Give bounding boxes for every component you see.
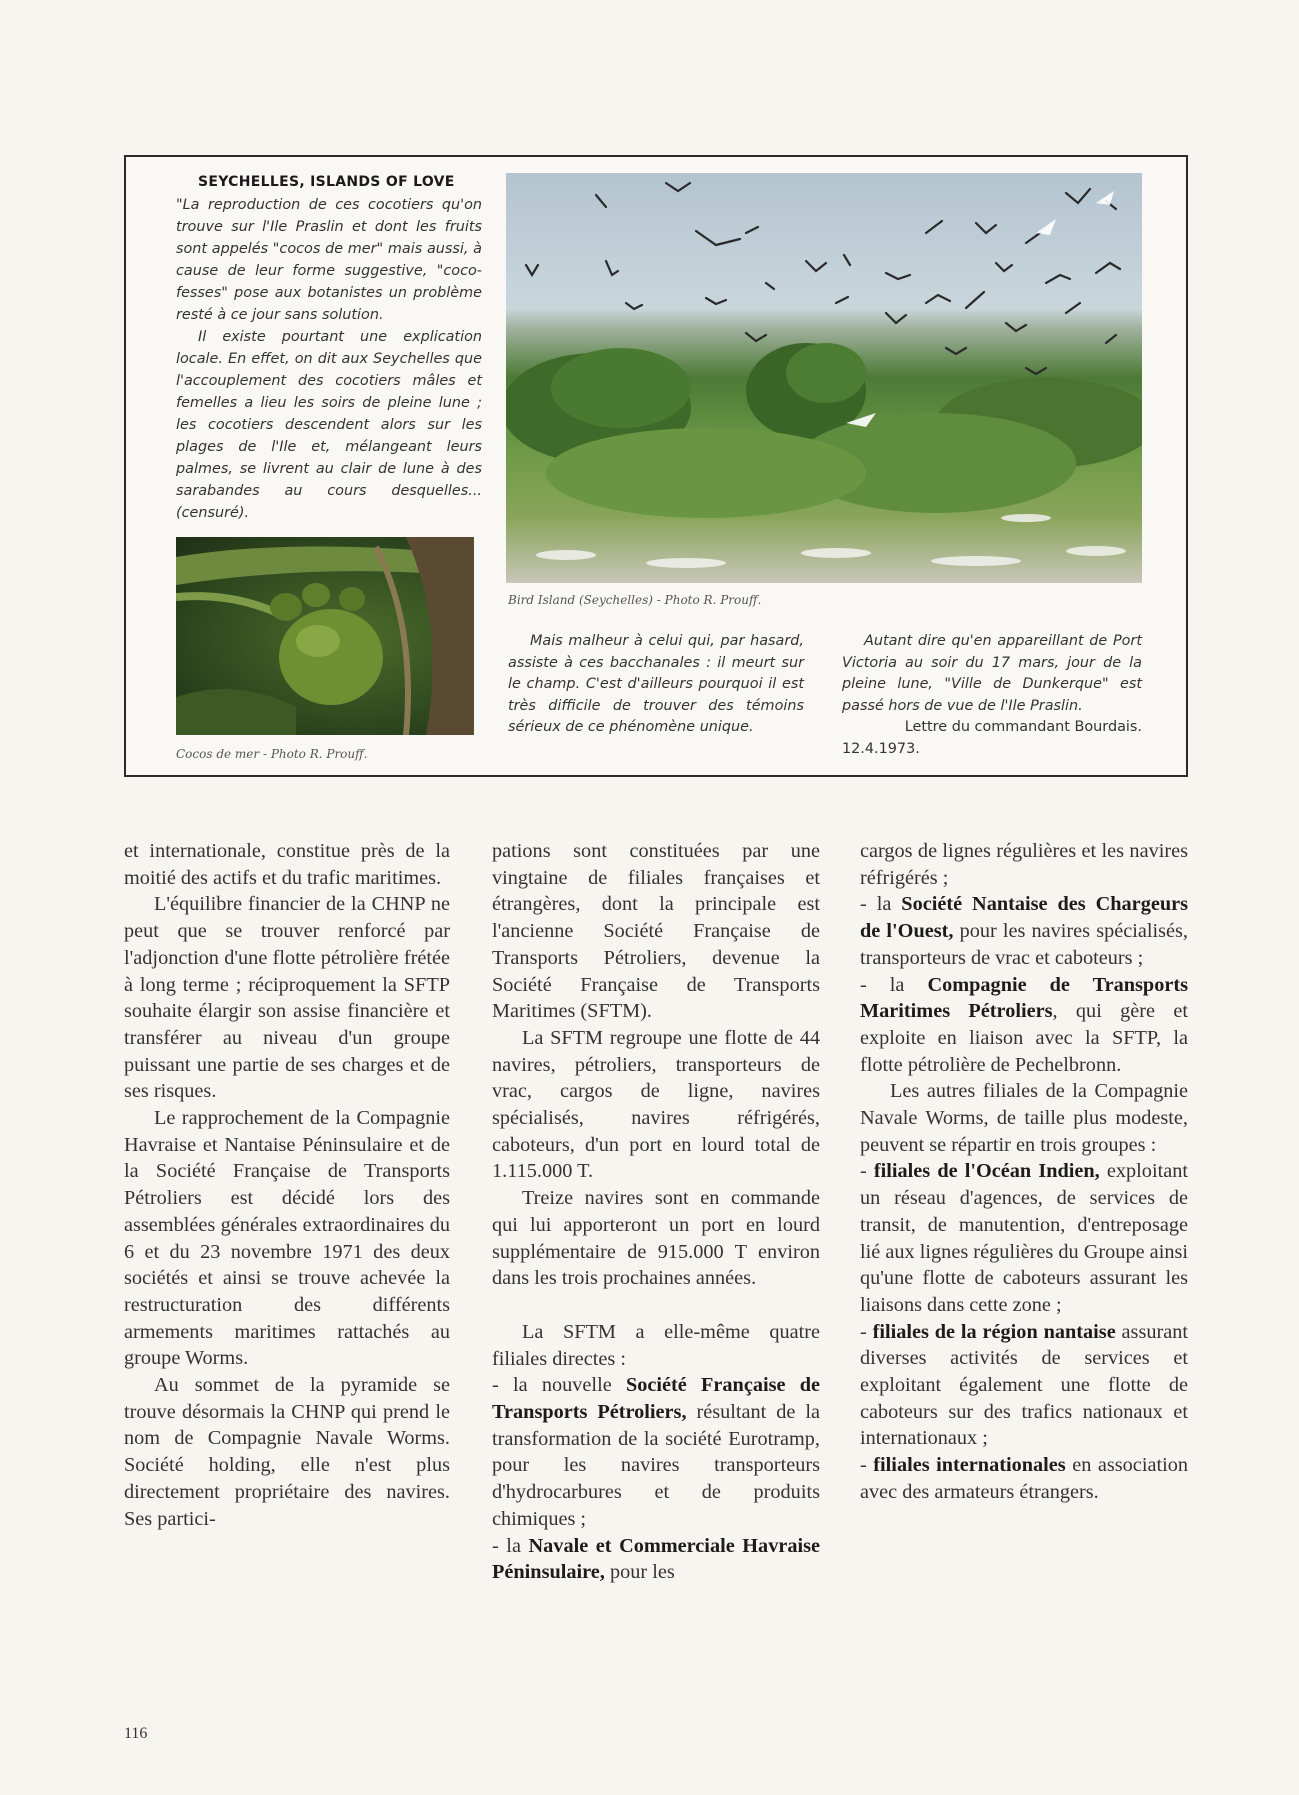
letter-date: 12.4.1973. xyxy=(842,740,920,757)
letter-signature: Lettre du commandant Bourdais. xyxy=(904,719,1142,735)
sidebar-paragraph: Autant dire qu'en appareillant de Port Victoria au soir du 17 mars, jour de la pleine lune, "Ville de Dunkerque" est passé hors de vue de l'Ile Praslin. xyxy=(842,633,1142,714)
list-item-text: résultant de la transformation de la société Eurotramp, pour les navires transporteurs d'hydrocarbures et de produits chimiques ; xyxy=(492,1401,820,1530)
paragraph: L'équilibre financier de la CHNP ne peut que se trouver renforcé par l'adjonction d'une flotte pétrolière frétée à long terme ; réciproquement la SFTP souhaite élargir son assise financière et transférer au niveau d'un groupe puissant une partie de ses charges et de ses risques. xyxy=(124,893,450,1103)
list-item-text: pour les navires spécialisés, transporteurs de vrac et caboteurs ; xyxy=(860,920,1188,969)
list-item-prefix: - xyxy=(860,1454,874,1477)
sidebar-paragraph: Il existe pourtant une explication locale. En effet, on dit aux Seychelles que l'accouplement des cocotiers mâles et femelles a lieu les soirs de pleine lune ; les cocotiers descendent alors sur les plages de l'Ile et, mélangeant leurs palmes, se livrent au clair de lune à des sarabandes au cours desquelles... (censuré). xyxy=(176,329,482,521)
list-item-text: , qui gère et exploite en liaison avec la SFTP, la flotte pétrolière de Pechelbronn. xyxy=(860,1000,1188,1076)
photo-caption: Cocos de mer - Photo R. Prouff. xyxy=(176,747,368,761)
company-name: Compagnie de Transports Maritimes Pétroliers xyxy=(860,973,1188,1023)
text-column-1 xyxy=(124,838,450,1532)
list-item-prefix: - la xyxy=(860,973,928,996)
paragraph: Les autres filiales de la Compagnie Navale Worms, de taille plus modeste, peuvent se répartir en trois groupes : xyxy=(860,1080,1188,1156)
text-column-2 xyxy=(492,838,820,1586)
group-name: filiales de la région nantaise xyxy=(872,1320,1116,1343)
list-item xyxy=(860,891,1188,971)
list-item xyxy=(860,1158,1188,1318)
photo-caption: Bird Island (Seychelles) - Photo R. Prouff. xyxy=(508,593,762,607)
paragraph: La SFTM regroupe une flotte de 44 navires, pétroliers, transporteurs de vrac, cargos de ligne, navires spécialisés, navires réfrigérés, caboteurs, d'un port en lourd total de 1.115.000 T. xyxy=(492,1026,820,1183)
sidebar-paragraph: Mais malheur à celui qui, par hasard, assiste à ces bacchanales : il meurt sur le champ. C'est d'ailleurs pourquoi il est très difficile de trouver des témoins sérieux de ce phénomène unique. xyxy=(508,633,804,735)
sidebar-column xyxy=(842,631,1142,760)
list-item-text: assurant diverses activités de services et exploitant également une flotte de caboteurs sur des trafics nationaux et internationaux ; xyxy=(860,1320,1189,1450)
list-item-prefix: - la nouvelle xyxy=(492,1374,626,1397)
paragraph: et internationale, constitue près de la moitié des actifs et du trafic maritimes. xyxy=(124,840,450,889)
text-column-3 xyxy=(860,838,1188,1506)
list-item-text: exploitant un réseau d'agences, de services de transit, de manutention, d'entreposage lié aux lignes régulières du Groupe ainsi qu'une flotte de caboteurs assurant les liaisons dans cette zone ; xyxy=(860,1160,1188,1316)
list-item xyxy=(492,1533,820,1586)
sidebar-paragraph: "La reproduction de ces cocotiers qu'on trouve sur l'Ile Praslin et dont les fruits sont appelés "cocos de mer" mais aussi, à cause de leur forme suggestive, "coco-fesses" pose aux botanistes un problème resté à ce jour sans solution. xyxy=(176,197,482,323)
list-item xyxy=(860,972,1188,1079)
paragraph: pations sont constituées par une vingtaine de filiales françaises et étrangères, dont la principale est l'ancienne Société Française de Transports Pétroliers, devenue la Société Française de Transports Maritimes (SFTM). xyxy=(492,840,820,1023)
page-number: 116 xyxy=(124,1725,148,1742)
paragraph: La SFTM a elle-même quatre filiales directes : xyxy=(492,1320,820,1370)
sidebar-text xyxy=(176,171,482,524)
paragraph: Treize navires sont en commande qui lui apporteront un port en lourd supplémentaire de 915.000 T environ dans les trois prochaines années. xyxy=(492,1187,820,1290)
list-item-prefix: - la xyxy=(860,893,902,916)
company-name: Navale et Commerciale Havraise Péninsulaire, xyxy=(492,1534,821,1584)
cocos-de-mer-photo xyxy=(176,537,474,735)
sidebar-box xyxy=(124,155,1188,777)
list-item-prefix: - xyxy=(860,1160,874,1183)
group-name: filiales internationales xyxy=(873,1454,1066,1477)
paragraph: cargos de lignes régulières et les navires réfrigérés ; xyxy=(860,840,1188,889)
group-name: filiales de l'Océan Indien, xyxy=(873,1160,1100,1183)
company-name: Société Française de Transports Pétroliers, xyxy=(492,1374,821,1424)
bird-island-photo xyxy=(506,173,1142,583)
list-item-prefix: - la xyxy=(492,1534,529,1557)
list-item xyxy=(860,1452,1188,1505)
paragraph: Au sommet de la pyramide se trouve désormais la CHNP qui prend le nom de Compagnie Navale Worms. Société holding, elle n'est plus directement propriétaire des navires. Ses partici- xyxy=(124,1374,450,1530)
list-item-text: pour les xyxy=(604,1561,675,1584)
list-item xyxy=(860,1319,1188,1453)
sidebar-title: SEYCHELLES, ISLANDS OF LOVE xyxy=(198,174,455,190)
company-name: Société Nantaise des Chargeurs de l'Ouest, xyxy=(860,893,1189,943)
list-item-text: en association avec des armateurs étrangers. xyxy=(860,1454,1189,1503)
list-item-prefix: - xyxy=(860,1320,873,1343)
paragraph: Le rapprochement de la Compagnie Havraise et Nantaise Péninsulaire et de la Société Française de Transports Pétroliers est décidé lors des assemblées générales extraordinaires du 6 et du 23 novembre 1971 des deux sociétés et ainsi se trouve achevée la restructuration des différents armements maritimes rattachés au groupe Worms. xyxy=(124,1107,450,1370)
list-item xyxy=(492,1372,820,1532)
